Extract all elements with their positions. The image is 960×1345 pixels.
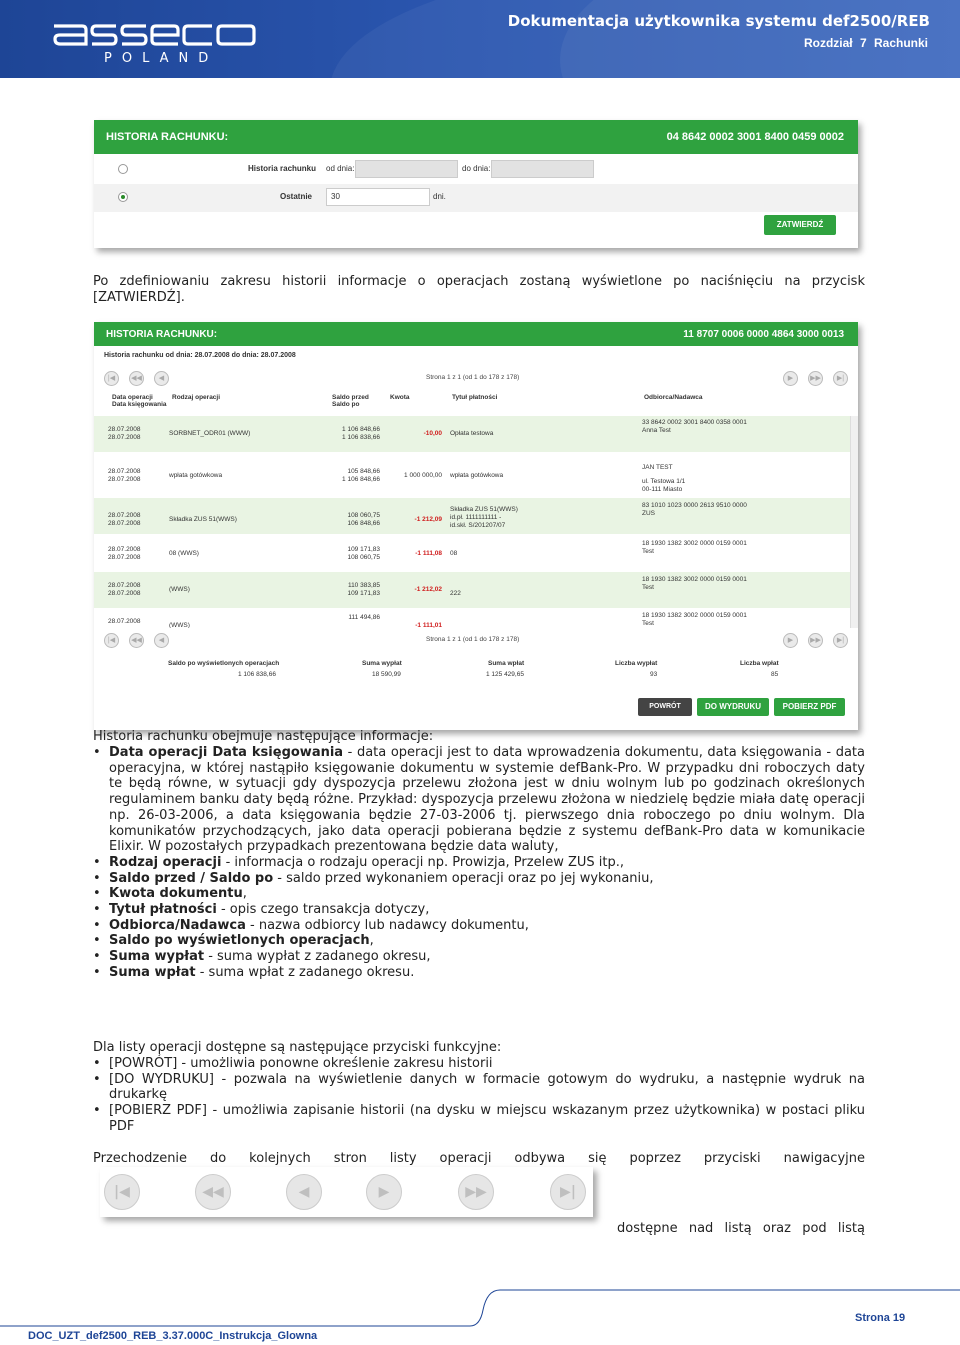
from-date-input[interactable]: [355, 160, 458, 178]
item-desc: - saldo przed wykonaniem operacji oraz po jej wykonaniu,: [273, 870, 654, 886]
prev-block-icon[interactable]: ◀◀: [129, 633, 144, 648]
first-page-icon[interactable]: |◀: [104, 633, 119, 648]
download-pdf-button[interactable]: POBIERZ PDF: [774, 698, 845, 716]
party-line: 18 1930 1382 3002 0000 0159 0001: [642, 540, 747, 547]
list-item: [93, 902, 865, 918]
panel-header: [94, 322, 858, 346]
to-label: do dnia:: [462, 164, 491, 173]
table-row[interactable]: [94, 458, 850, 494]
payment-title: 08: [450, 550, 458, 557]
saldo-before: 1 106 848,66: [342, 426, 380, 433]
last-page-icon: ▶|: [550, 1174, 586, 1210]
saldo-before: 105 848,66: [347, 468, 380, 475]
first-page-icon: |◀: [104, 1174, 140, 1210]
saldo-after: 106 848,66: [347, 520, 380, 527]
logo-subtitle: POLAND: [104, 51, 219, 66]
summary-in-label: Suma wpłat: [488, 660, 525, 667]
account-number: 11 8707 0006 0000 4864 3000 0013: [683, 328, 844, 340]
list-item: [93, 886, 865, 902]
table-scrollbar[interactable]: [850, 416, 858, 628]
panel-header: [94, 120, 858, 154]
payment-title: wpłata gotówkowa: [450, 472, 504, 479]
op-type: Składka ZUS 51(WWS): [169, 516, 237, 523]
saldo-before: 111 494,86: [348, 614, 380, 621]
last-days-radio[interactable]: [118, 192, 128, 202]
item-desc: - suma wypłat z zadanego okresu,: [204, 949, 431, 965]
confirm-button[interactable]: ZATWIERDŹ: [764, 215, 836, 235]
page-info: Strona 1 z 1 (od 1 do 178 z 178): [426, 636, 520, 643]
item-desc: - opis czego transakcja dotyczy,: [216, 902, 430, 918]
prev-page-icon[interactable]: ◀: [154, 633, 169, 648]
document-id: DOC_UZT_def2500_REB_3.37.000C_Instrukcja_Glowna: [28, 1330, 318, 1342]
list-item: [93, 745, 865, 855]
prev-block-icon: ◀◀: [195, 1174, 231, 1210]
saldo-before: 109 171,83: [347, 546, 380, 553]
payment-title: Składka ZUS 51(WWS): [450, 506, 518, 513]
col-title: Tytuł płatności: [452, 394, 498, 401]
last-days-row: [94, 184, 858, 212]
summary-count-out-value: 93: [650, 671, 658, 678]
days-input[interactable]: 30: [326, 188, 430, 206]
next-block-icon[interactable]: ▶▶: [808, 371, 823, 386]
list-item: [93, 933, 865, 949]
range-label: Historia rachunku: [248, 164, 317, 173]
table-row[interactable]: [94, 572, 850, 608]
first-page-icon[interactable]: |◀: [104, 371, 119, 386]
party-line: JAN TEST: [642, 464, 673, 471]
next-page-icon[interactable]: ▶: [783, 371, 798, 386]
party-line: ul. Testowa 1/1: [642, 478, 686, 485]
list-item: [93, 949, 865, 965]
summary-count-in-label: Liczba wpłat: [740, 660, 779, 667]
party-line: Anna Test: [642, 427, 671, 434]
from-label: od dnia:: [326, 164, 355, 173]
payment-title: id.pł. 1111111111 -: [450, 514, 502, 521]
item-term: Saldo po wyświetlonych operacjach: [109, 933, 370, 949]
item-term: Saldo przed / Saldo po: [109, 870, 274, 886]
op-date: 28.07.2008: [108, 618, 141, 625]
item-term: Kwota dokumentu: [109, 886, 243, 902]
op-date: 28.07.2008: [108, 426, 141, 433]
paragraph-intro: Po zdefiniowaniu zakresu historii informacje o operacjach zostaną wyświetlone po naciśnięciu na przycisk [ZATWIERDŹ].: [93, 274, 865, 305]
item-desc: ,: [242, 886, 247, 902]
page-info: Strona 1 z 1 (od 1 do 178 z 178): [426, 374, 520, 381]
col-party: Odbiorca/Nadawca: [644, 394, 703, 401]
op-date: 28.07.2008: [108, 582, 141, 589]
to-date-input[interactable]: [491, 160, 594, 178]
item-desc: - informacja o rodzaju operacji np. Prowizja, Przelew ZUS itp.,: [221, 854, 624, 870]
item-desc: ,: [369, 933, 374, 949]
party-line: 00-111 Miasto: [642, 486, 683, 493]
next-page-icon: ▶: [366, 1174, 402, 1210]
item-desc: - suma wpłat z zadanego okresu.: [195, 964, 415, 980]
col-date-op: Data operacji: [112, 394, 153, 401]
col-amount: Kwota: [390, 394, 410, 401]
history-form-screenshot: [94, 120, 858, 248]
col-type: Rodzaj operacji: [172, 394, 221, 401]
list-item: [93, 965, 865, 981]
print-button[interactable]: DO WYDRUKU: [697, 698, 769, 716]
summary-count-out-label: Liczba wypłat: [615, 660, 658, 667]
summary-saldo-label: Saldo po wyświetlonych operacjach: [168, 660, 280, 667]
item-desc: - nazwa odbiorcy lub nadawcy dokumentu,: [245, 917, 529, 933]
op-type: wpłata gotówkowa: [169, 472, 223, 479]
party-line: 18 1930 1382 3002 0000 0159 0001: [642, 576, 747, 583]
list-item: [93, 918, 865, 934]
col-saldo-before: Saldo przed: [332, 394, 369, 401]
last-page-icon[interactable]: ▶|: [833, 633, 848, 648]
op-date: 28.07.2008: [108, 546, 141, 553]
payment-title: 222: [450, 590, 461, 597]
item-term: Suma wpłat: [109, 964, 196, 980]
amount: -1 212,09: [414, 516, 442, 523]
payment-title: Opłata testowa: [450, 430, 494, 437]
book-date: 28.07.2008: [108, 434, 141, 441]
party-line: Test: [642, 584, 654, 591]
amount: 1 000 000,00: [404, 472, 442, 479]
table-row[interactable]: [94, 416, 850, 452]
page-number: Strona 19: [855, 1312, 906, 1324]
pager-top: [94, 369, 858, 389]
amount: -1 212,02: [414, 586, 442, 593]
item-term: Tytuł płatności: [109, 902, 217, 918]
book-date: 28.07.2008: [108, 476, 141, 483]
panel-title: HISTORIA RACHUNKU:: [106, 328, 218, 340]
amount: -1 111,08: [415, 550, 442, 557]
party-line: 83 1010 1023 0000 2613 9510 0000: [642, 502, 747, 509]
list-item: • [POWRÓT] - umożliwia ponowne określenie zakresu historii: [93, 1056, 865, 1072]
prev-page-icon[interactable]: ◀: [154, 371, 169, 386]
nav-paragraph-end: dostępne nad listą oraz pod listą: [617, 1221, 865, 1236]
party-line: Test: [642, 620, 654, 627]
book-date: 28.07.2008: [108, 590, 141, 597]
table-row[interactable]: [94, 608, 850, 628]
summary-row: [94, 656, 858, 682]
next-page-icon[interactable]: ▶: [783, 633, 798, 648]
saldo-before: 110 383,85: [347, 582, 380, 589]
item-term: Odbiorca/Nadawca: [109, 917, 246, 933]
header-banner: [0, 0, 960, 78]
history-range: Historia rachunku od dnia: 28.07.2008 do dnia: 28.07.2008: [104, 352, 296, 359]
item-term: Suma wypłat: [109, 949, 205, 965]
item-desc: - data operacji jest to data wprowadzenia dokumentu, data księgowania - data operacyjna, w której nastąpiło księgowanie dokumentu w systemie defBank-Pro. W przypadku dni roboczych daty te będą równe, w sytuacji gdy dyspozycja przelewu złożona jest w dniu wolnym lub po godzinach określonych regulaminem banku daty będą różne. Przykład: dyspozycja przelewu złożona w niedzielę będzie miała datę operacji np. 26-03-2006, a data księgowania będzie 27-03-2006 tj. pierwszego dnia roboczego po dniu wolnym. Dla komunikatów przychodzących, jako data operacji pobierana będzie z systemu defBank-Pro data w komunikacie Elixir. W pozostałych przypadkach prezentowana będzie data waluty,: [109, 745, 865, 855]
list-item: • [POBIERZ PDF] - umożliwia zapisanie historii (na dysku w miejscu wskazanym przez użytkownika) w postaci pliku PDF: [93, 1103, 865, 1134]
op-date: 28.07.2008: [108, 468, 141, 475]
back-button[interactable]: POWRÓT: [638, 698, 692, 716]
amount: -1 111,01: [415, 622, 442, 628]
table-row[interactable]: [94, 536, 850, 572]
op-type: (WWS): [169, 586, 190, 593]
party-line: 18 1930 1382 3002 0000 0159 0001: [642, 612, 747, 619]
item-term: Rodzaj operacji: [109, 854, 222, 870]
table-header: [94, 392, 858, 412]
summary-out-value: 18 590,99: [372, 671, 401, 678]
last-page-icon[interactable]: ▶|: [833, 371, 848, 386]
item-term: Data operacji Data księgowania: [109, 745, 344, 760]
range-row: [94, 156, 858, 184]
prev-block-icon[interactable]: ◀◀: [129, 371, 144, 386]
buttons-list: [93, 1056, 865, 1135]
info-intro: Historia rachunku obejmuje następujące informacje:: [93, 729, 434, 744]
next-block-icon: ▶▶: [458, 1174, 494, 1210]
saldo-before: 108 060,75: [347, 512, 380, 519]
op-type: 08 (WWS): [169, 550, 199, 557]
summary-saldo-value: 1 106 838,66: [238, 671, 276, 678]
party-line: ZUS: [642, 510, 655, 517]
col-date-book: Data księgowania: [112, 401, 167, 408]
summary-count-in-value: 85: [771, 671, 779, 678]
party-line: 33 8642 0002 3001 8400 0358 0001: [642, 419, 747, 426]
history-list-screenshot: [94, 322, 858, 730]
summary-out-label: Suma wypłat: [362, 660, 402, 667]
buttons-intro: Dla listy operacji dostępne są następujące przyciski funkcyjne:: [93, 1040, 502, 1055]
list-item: [93, 855, 865, 871]
payment-title: id.skł. S/201207/07: [450, 522, 506, 529]
last-label: Ostatnie: [280, 192, 313, 201]
table-row[interactable]: [94, 498, 850, 534]
col-saldo-after: Saldo po: [332, 401, 360, 408]
amount: -10,00: [423, 430, 442, 437]
panel-title: HISTORIA RACHUNKU:: [106, 131, 229, 143]
days-unit: dni.: [433, 192, 446, 201]
saldo-after: 108 060,75: [347, 554, 380, 561]
list-item: • [DO WYDRUKU] - pozwala na wyświetlenie danych w formacie gotowym do wydruku, a następnie wydruk na drukarkę: [93, 1072, 865, 1103]
book-date: 28.07.2008: [108, 554, 141, 561]
op-type: (WWS): [169, 622, 190, 628]
range-radio[interactable]: [118, 164, 128, 174]
saldo-after: 1 106 848,66: [342, 476, 380, 483]
list-item: [93, 871, 865, 887]
saldo-after: 1 106 838,66: [342, 434, 380, 441]
prev-page-icon: ◀: [286, 1174, 322, 1210]
op-type: SORBNET_ODR01 (WWW): [169, 430, 251, 437]
saldo-after: 109 171,83: [347, 590, 380, 597]
next-block-icon[interactable]: ▶▶: [808, 633, 823, 648]
asseco-logo: [52, 18, 262, 48]
account-number: 04 8642 0002 3001 8400 0459 0002: [666, 131, 844, 143]
pager-bottom: [94, 631, 858, 651]
info-list: [93, 745, 865, 981]
document-title: Dokumentacja użytkownika systemu def2500/REB: [507, 12, 930, 30]
party-line: Test: [642, 548, 654, 555]
op-date: 28.07.2008: [108, 512, 141, 519]
summary-in-value: 1 125 429,65: [486, 671, 524, 678]
navigation-buttons-image: [100, 1167, 593, 1217]
nav-paragraph: Przechodzenie do kolejnych stron listy operacji odbywa się poprzez przyciski nawigacyjne: [93, 1151, 865, 1166]
book-date: 28.07.2008: [108, 520, 141, 527]
chapter-title: Rozdział 7 Rachunki: [803, 36, 928, 50]
